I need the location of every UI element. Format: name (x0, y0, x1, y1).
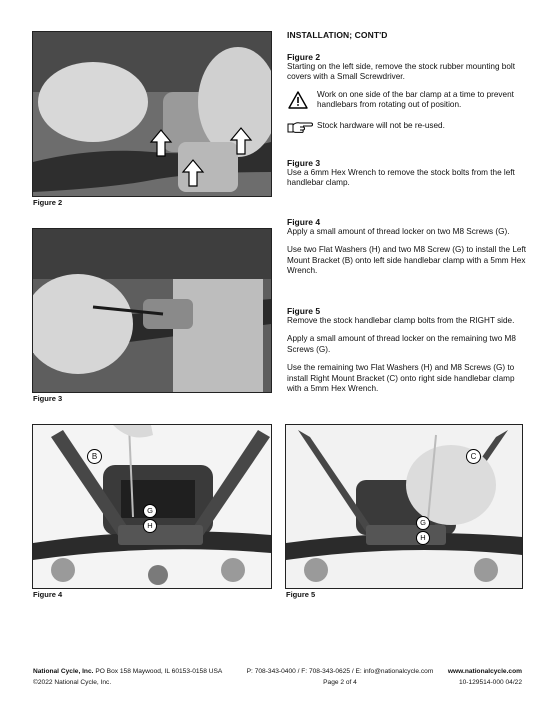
figure-5-caption: Figure 5 (286, 590, 316, 599)
footer-copyright: ©2022 National Cycle, Inc. (33, 679, 112, 686)
warning-callout (287, 90, 527, 114)
figure-5-label-c (466, 449, 481, 464)
screw-label-text: G (420, 518, 426, 527)
footer-center (240, 666, 440, 688)
figure-5-heading: Figure 5 (287, 306, 321, 316)
figure-3-caption: Figure 3 (33, 394, 63, 403)
figure-4-label-h (143, 519, 157, 533)
footer-address: PO Box 158 Maywood, IL 60153-0158 USA (95, 668, 223, 675)
figure-5-text-2: Apply a small amount of thread locker on the remaining two M8 Screws (G). (287, 334, 516, 354)
figure-4-caption: Figure 4 (33, 590, 63, 599)
screw-label-text: G (147, 506, 153, 515)
figure-4-text-1: Apply a small amount of thread locker on two M8 Screws (G). (287, 227, 510, 236)
figure-3-photo (32, 228, 272, 393)
figure-4-text-2: Use two Flat Washers (H) and two M8 Screw (G) to install the Left Mount Bracket (B) onto left side handlebar clamp with a 5mm Hex Wrench. (287, 245, 527, 276)
bracket-label-text: B (91, 452, 98, 461)
figure-4-heading: Figure 4 (287, 217, 321, 227)
bracket-label-text: C (470, 452, 477, 461)
figure-3-heading: Figure 3 (287, 158, 321, 168)
footer-website[interactable]: www.nationalcycle.com (447, 668, 522, 675)
footer-contact: P: 708-343-0400 / F: 708-343-0625 / E: info@nationalcycle.com (246, 668, 434, 675)
figure-5-instructions (287, 306, 527, 394)
figure-5-text-1: Remove the stock handlebar clamp bolts from the RIGHT side. (287, 316, 515, 325)
figure-5-label-h (416, 531, 430, 545)
figure-4-label-b (87, 449, 102, 464)
figure-2-caption: Figure 2 (33, 198, 63, 207)
figure-5-text-3: Use the remaining two Flat Washers (H) and M8 Screws (G) to install Right Mount Bracket (C) onto right side handlebar clamp with a 5mm Hex Wrench. (287, 363, 515, 394)
pointing-hand-icon (287, 120, 313, 134)
footer-doc-number: 10-129514-000 04/22 (458, 679, 522, 686)
figure-3-instructions (287, 158, 527, 189)
footer-right (430, 666, 522, 688)
warning-text: Work on one side of the bar clamp at a time to prevent handlebars from rotating out of position. (317, 90, 514, 110)
figure-5-label-g (416, 516, 430, 530)
note-text: Stock hardware will not be re-used. (317, 121, 445, 130)
footer-address-line (33, 666, 222, 677)
note-callout (287, 120, 527, 134)
footer-company: National Cycle, Inc. (33, 668, 94, 675)
figure-2-instructions (287, 52, 527, 83)
washer-label-text: H (147, 521, 153, 530)
section-title: INSTALLATION; CONT'D (287, 30, 388, 40)
footer-page-number: Page 2 of 4 (323, 679, 357, 686)
footer-left (33, 666, 222, 688)
figure-2-text: Starting on the left side, remove the stock rubber mounting bolt covers with a Small Screwdriver. (287, 62, 516, 82)
figure-3-text: Use a 6mm Hex Wrench to remove the stock bolts from the left handlebar clamp. (287, 168, 515, 188)
washer-label-text: H (420, 533, 426, 542)
figure-4-label-g (143, 504, 157, 518)
warning-triangle-icon (288, 91, 308, 109)
figure-2-photo (32, 31, 272, 197)
figure-5-photo (285, 424, 523, 589)
figure-4-instructions (287, 217, 527, 277)
figure-2-heading: Figure 2 (287, 52, 321, 62)
